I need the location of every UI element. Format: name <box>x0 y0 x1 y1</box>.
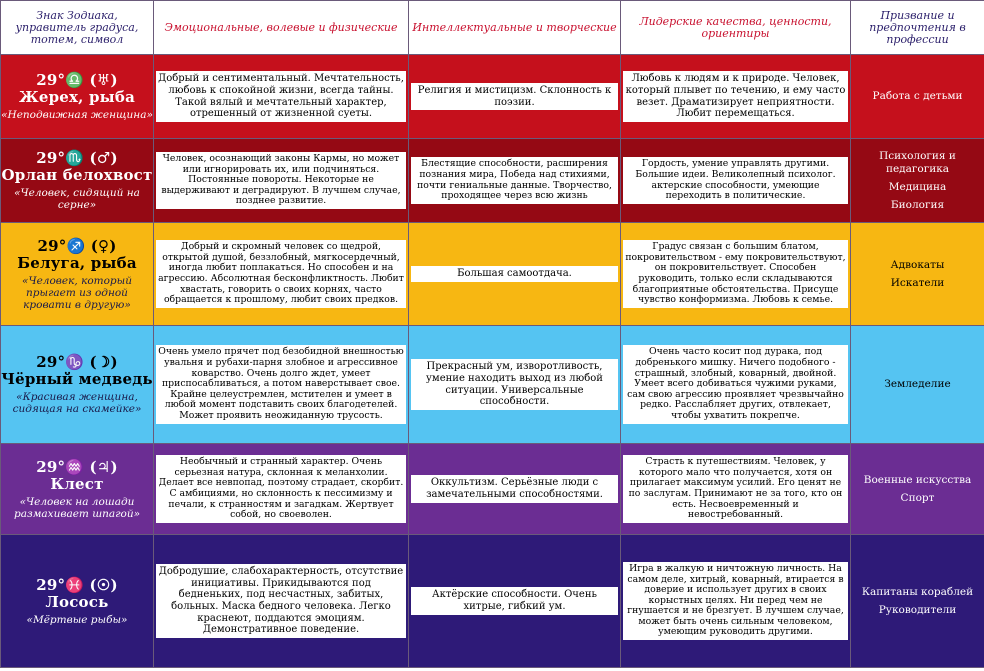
profession-item: Адвокаты <box>890 258 945 271</box>
profession-cell <box>851 444 984 535</box>
emotional-text: Необычный и странный характер. Очень серьезная натура, склонная к меланхолии. Делает все невпопад, поэтому страдает, скорбит. С амбициями, но склонность к пессимизму и печали, к странностям и загадкам. Жертвует собой, но своеволен. <box>156 455 406 523</box>
profession-item: Руководители <box>878 603 957 616</box>
totem-name: Чёрный медведь <box>1 370 153 388</box>
table-row <box>1 55 984 139</box>
symbol-text: «Человек, который прыгает из одной кровати в другую» <box>22 274 132 311</box>
header-sign: Знак Зодиака, управитель градуса, тотем, символ <box>1 1 154 55</box>
table-header-row <box>1 1 984 55</box>
emotional-text: Очень умело прячет под безобидной внешностью увальня и рубахи-парня злобное и агрессивное коварство. Очень долго ждет, умеет приспосабливаться, а потом наверстывает свое. Крайне целеустремлен, мстителен и умеет в любой момент подставить своих благодетелей. Может проявить неожиданную трусость. <box>156 345 406 423</box>
totem-name: Белуга, рыба <box>17 253 137 272</box>
intellect-cell <box>409 55 621 139</box>
sign-cell <box>1 55 154 139</box>
sign-cell <box>1 223 154 326</box>
sign-cell <box>1 535 154 668</box>
symbol-text: «Мёртвые рыбы» <box>26 613 128 626</box>
sign-cell <box>1 444 154 535</box>
totem-name: Жерех, рыба <box>18 88 136 106</box>
header-profession: Призвание и предпочтения в профессии <box>851 1 984 55</box>
totem-name: Лосось <box>45 592 109 611</box>
profession-item: Медицина <box>888 180 947 193</box>
table-row <box>1 223 984 326</box>
leader-text: Градус связан с большим блатом, покровительством - ему покровительствуют, он покровительствует. Способен руководить, только если складываются благоприятные обстоятельства. Присуще чувство конформизма. Любовь к семье. <box>623 240 848 308</box>
emotional-cell <box>154 223 409 326</box>
emotional-text: Человек, осознающий законы Кармы, но может или игнорировать их, или подчиняться. Постоянные повороты. Некоторые не выдерживают и деградируют. В лучшем случае, позднее развитие. <box>156 152 406 209</box>
emotional-cell <box>154 326 409 444</box>
intellect-cell <box>409 535 621 668</box>
intellect-cell <box>409 326 621 444</box>
leader-text: Страсть к путешествиям. Человек, у которого мало что получается, хотя он прилагает максимум усилий. Его ценят не по заслугам. Принимают не за того, кто он есть. Несвоевременный и невостребованный. <box>623 455 848 523</box>
sign-degree: 29°♎ (♅) <box>36 71 118 89</box>
profession-cell <box>851 55 984 139</box>
table-row <box>1 444 984 535</box>
leader-cell <box>621 535 851 668</box>
intellect-text: Блестящие способности, расширения познания мира, Победа над стихиями, почти гениальные данные. Творчество, проходящее через всю жизнь <box>411 157 618 203</box>
emotional-cell <box>154 444 409 535</box>
sign-cell <box>1 326 154 444</box>
profession-item: Спорт <box>900 491 935 504</box>
profession-item: Работа с детьми <box>872 90 963 102</box>
profession-item: Капитаны кораблей <box>861 585 974 598</box>
sign-degree: 29°♏ (♂) <box>36 149 118 167</box>
sign-degree: 29°♓ (☉) <box>36 575 118 594</box>
table-row <box>1 139 984 223</box>
header-emotional: Эмоциональные, волевые и физические <box>154 1 409 55</box>
sign-degree: 29°♒ (♃) <box>36 457 118 476</box>
profession-cell <box>851 223 984 326</box>
symbol-text: «Неподвижная женщина» <box>1 109 153 121</box>
emotional-cell <box>154 55 409 139</box>
emotional-text: Добрый и сентиментальный. Мечтательность, любовь к спокойной жизни, всегда тайны. Такой вялый и мечтательный характер, отрешенный от жизненной суеты. <box>156 71 406 121</box>
intellect-cell <box>409 223 621 326</box>
leader-cell <box>621 444 851 535</box>
intellect-text: Актёрские способности. Очень хитрые, гибкий ум. <box>411 587 618 614</box>
leader-cell <box>621 326 851 444</box>
sign-cell <box>1 139 154 223</box>
profession-item: Психология и педагогика <box>879 149 956 175</box>
profession-item: Биология <box>890 198 945 211</box>
symbol-text: «Человек на лошади размахивает шпагой» <box>13 495 141 520</box>
profession-cell <box>851 326 984 444</box>
emotional-text: Добродушие, слабохарактерность, отсутствие инициативы. Прикидываются под бедненьких, под несчастных, забитых, больных. Маска бедного человека. Легко краснеют, поддаются эмоциям. Демонстративное поведение. <box>156 564 406 638</box>
emotional-text: Добрый и скромный человек со щедрой, открытой душой, беззлобный, мягкосердечный, иногда любит поплакаться. Но способен и на агрессию. Абсолютная бесконфликтность. Любит хвастать, говорить о своих корнях, часто обращается к прошлому, любит своих предков. <box>156 240 406 308</box>
leader-text: Любовь к людям и к природе. Человек, который плывет по течению, и ему часто везет. Драматизирует неприятности. Любит перемещаться. <box>623 71 848 121</box>
header-intellect: Интеллектуальные и творческие <box>409 1 621 55</box>
profession-item: Искатели <box>890 276 945 289</box>
intellect-text: Религия и мистицизм. Склонность к поэзии. <box>411 83 618 110</box>
intellect-cell <box>409 444 621 535</box>
leader-cell <box>621 223 851 326</box>
intellect-text: Оккультизм. Серьёзные люди с замечательными способностями. <box>411 475 618 502</box>
table-row <box>1 326 984 444</box>
profession-item: Военные искусства <box>863 473 972 486</box>
table-row <box>1 535 984 668</box>
header-leader: Лидерские качества, ценности, ориентиры <box>621 1 851 55</box>
profession-item: Земледелие <box>884 378 951 390</box>
sign-degree: 29°♐ (♀) <box>37 236 117 255</box>
emotional-cell <box>154 535 409 668</box>
totem-name: Орлан белохвост <box>1 166 153 184</box>
sign-degree: 29°♑ (☽) <box>36 353 118 371</box>
profession-cell <box>851 139 984 223</box>
intellect-text: Большая самоотдача. <box>411 266 618 282</box>
profession-cell <box>851 535 984 668</box>
leader-text: Очень часто косит под дурака, под добренького мишку. Ничего подобного - страшный, злобный, коварный, двойной. Умеет всего добиваться чужими руками, сам свою агрессию проявляет чрезвычайно редко. Расслабляет других, отвлекает, чтобы ухватить покрепче. <box>623 345 848 423</box>
leader-text: Гордость, умение управлять другими. Большие идеи. Великолепный психолог. актерские способности, умеющие переходить в политические. <box>623 157 848 203</box>
intellect-text: Прекрасный ум, изворотливость, умение находить выход из любой ситуации. Универсальные способности. <box>411 359 618 409</box>
intellect-cell <box>409 139 621 223</box>
leader-cell <box>621 139 851 223</box>
leader-cell <box>621 55 851 139</box>
symbol-text: «Красивая женщина, сидящая на скамейке» <box>12 391 142 415</box>
leader-text: Игра в жалкую и ничтожную личность. На самом деле, хитрый, коварный, втирается в доверие и использует других в своих корыстных целях. Ни перед чем не гнушается и не брезгует. В лучшем случае, может быть очень сильным человеком, умеющим руководить другими. <box>623 562 848 640</box>
emotional-cell <box>154 139 409 223</box>
symbol-text: «Человек, сидящий на серне» <box>14 187 140 211</box>
totem-name: Клест <box>50 474 104 493</box>
